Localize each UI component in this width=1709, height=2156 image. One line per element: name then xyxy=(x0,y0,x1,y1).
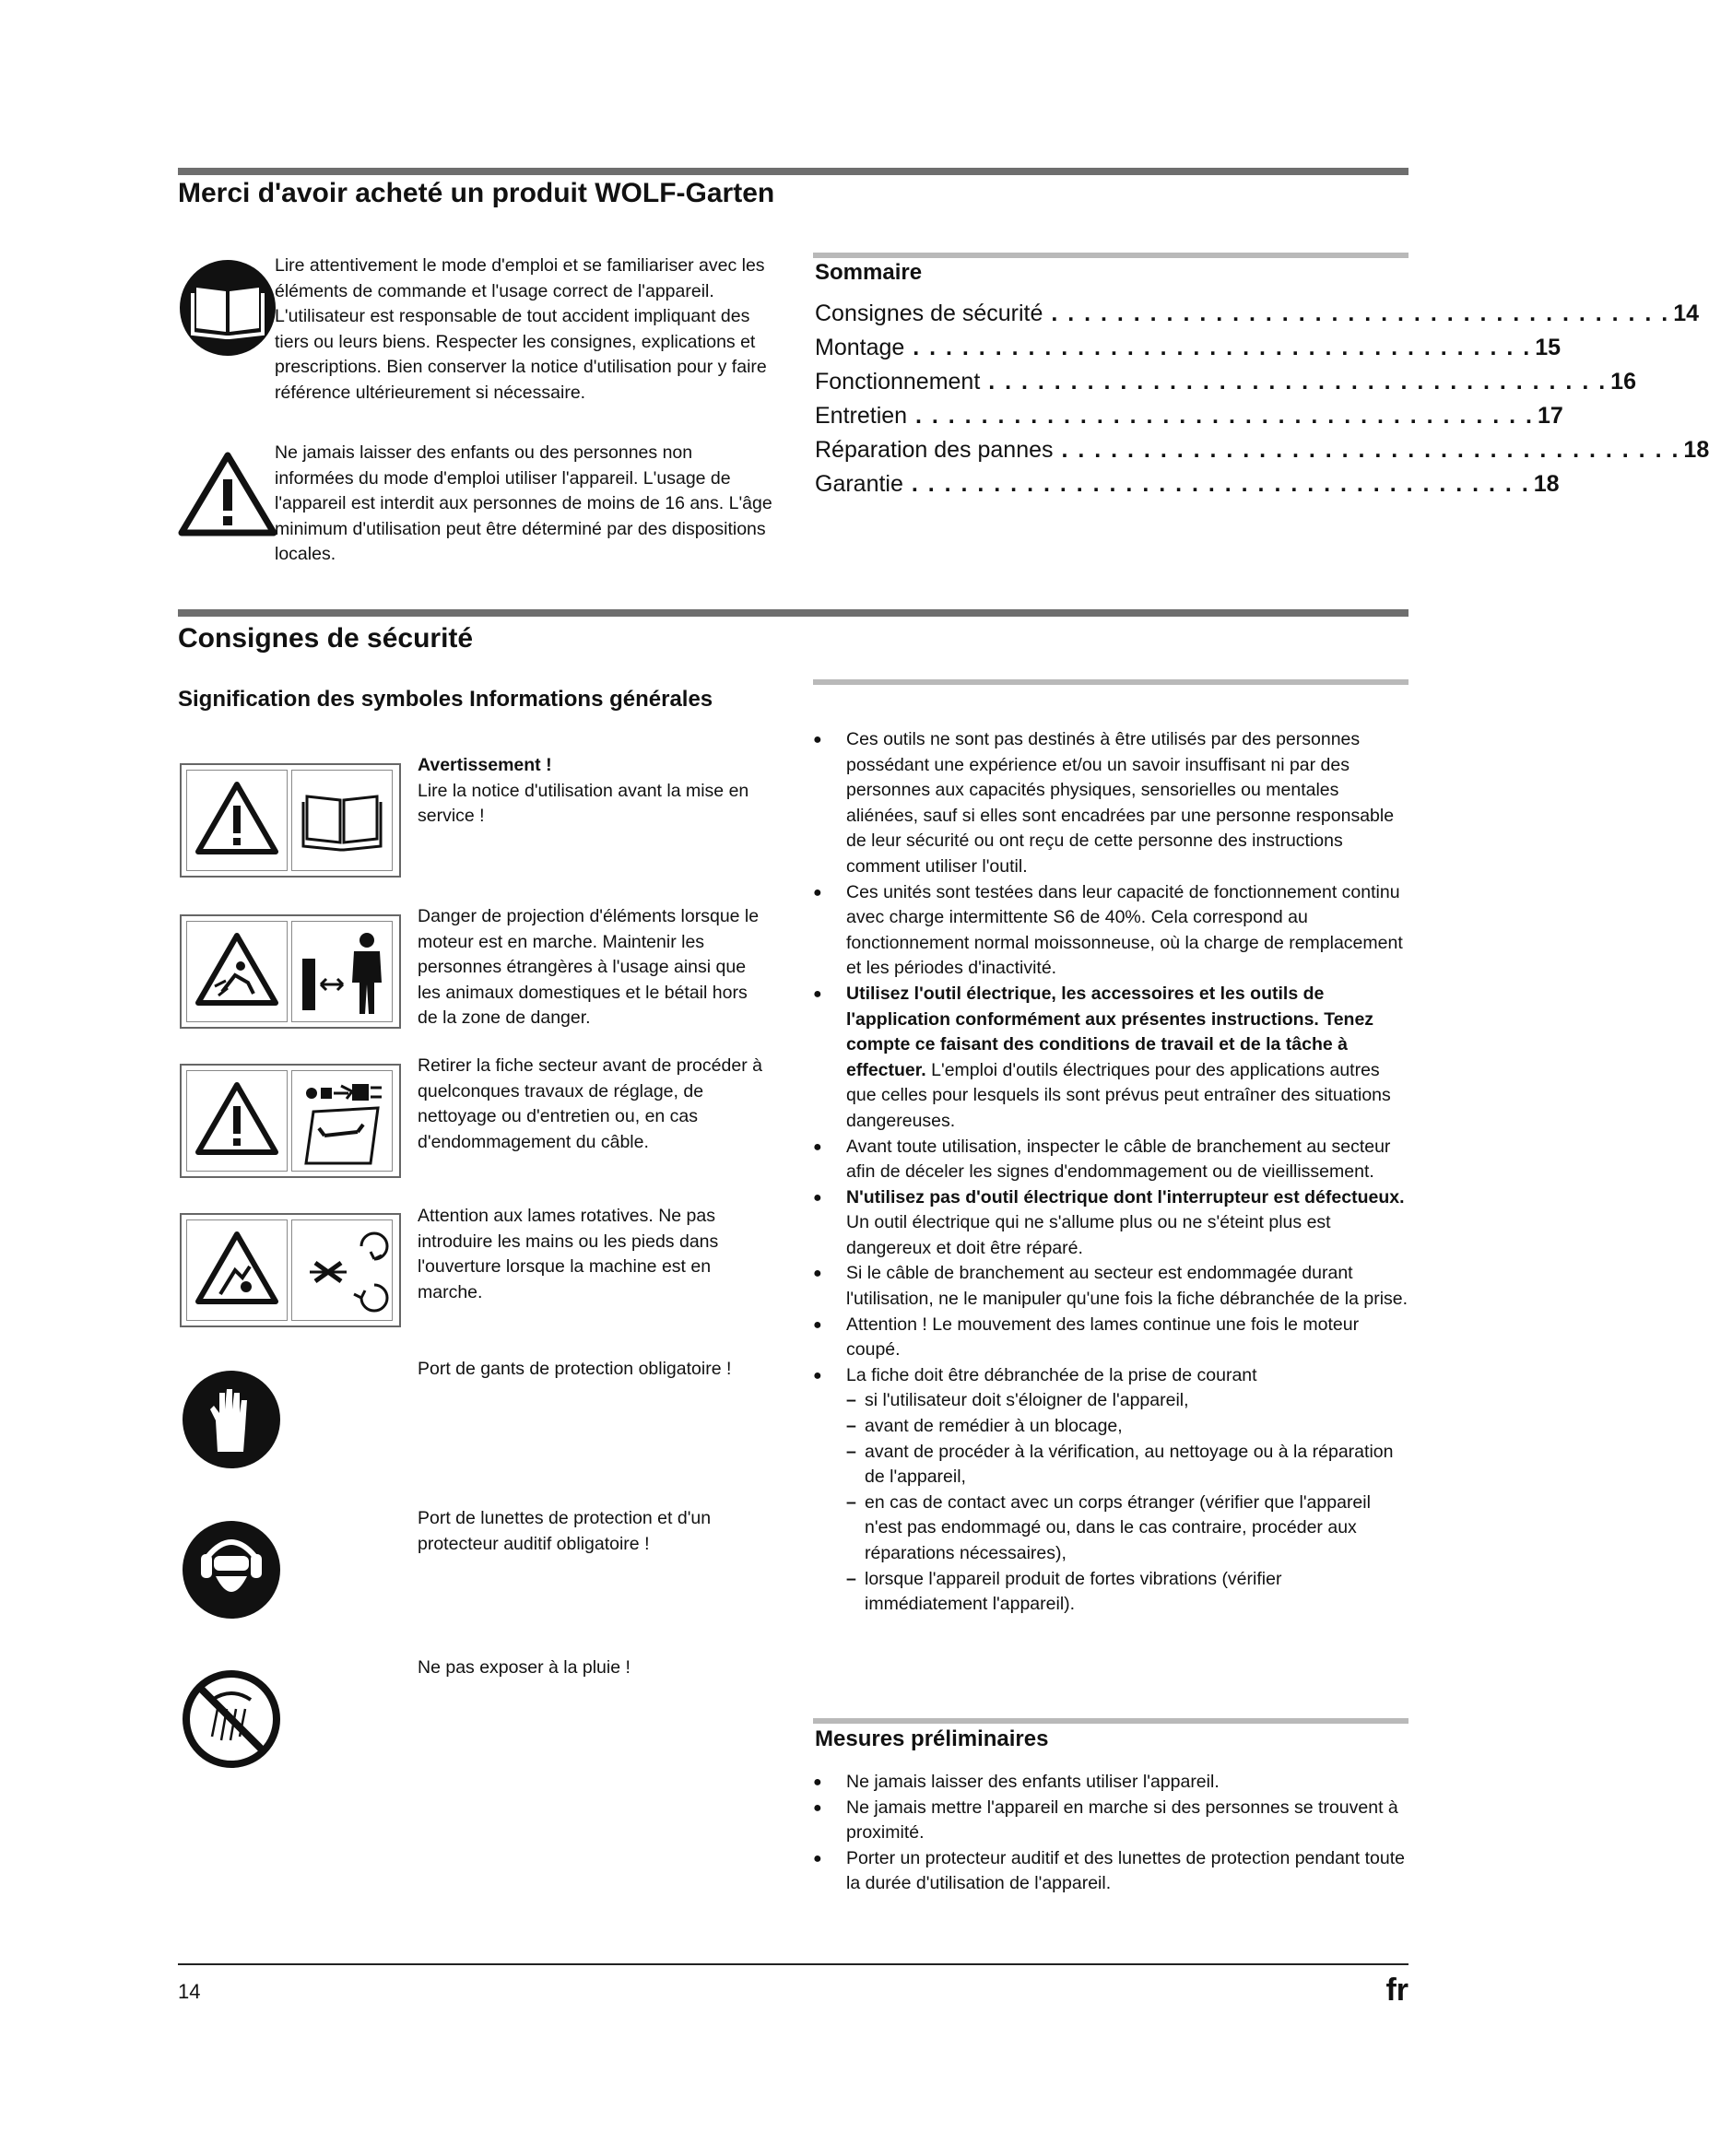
list-item: ● Ces outils ne sont pas destinés à être utilisés par des personnes possédant une expérience et/ou un savoir insuffisant ni par des personnes aux capacités physiques, sensorielles ou mentales aliénées, sauf si elles sont encadrées par une personne responsable de leur sécurité ou ont reçu de cette personne des instructions comment utiliser l'outil. xyxy=(813,727,1408,880)
list-item: ● Ces unités sont testées dans leur capacité de fonctionnement continu avec charge intermittente S6 de 40%. Cela correspond au fonctionnement normal moissonneuse, où la charge de remplacement et les périodes d'inactivité. xyxy=(813,880,1408,982)
prelim-list xyxy=(813,1770,1408,1897)
language-code: fr xyxy=(1385,1973,1408,2008)
prelim-rule xyxy=(813,1718,1408,1724)
symbol-5-text: Port de gants de protection obligatoire ! xyxy=(418,1359,732,1379)
sommaire-title: Sommaire xyxy=(815,260,923,285)
list-item: ● La fiche doit être débranchée de la prise de courant – si l'utilisateur doit s'éloigner de l'appareil, – avant de remédier à un blocage, – avant de procéder à la vérification, au nettoyage ou à la réparation de l'appareil, – en cas de contact avec un corps étranger (vérifier que l'appareil n'est pas endommagé ou, dans le cas contraire, procéder aux réparations nécessaires), – lorsque l'appareil produit de fortes vibrations (vérifier immédiatement l'appareil). xyxy=(813,1363,1408,1618)
symbol-projection xyxy=(180,914,401,1029)
sub-list-item: – si l'utilisateur doit s'éloigner de l'appareil, xyxy=(846,1388,1408,1414)
symbol-1-text: Avertissement ! Lire la notice d'utilisation avant la mise en service ! xyxy=(418,755,749,827)
keep-distance-icon xyxy=(297,927,393,1019)
symbol-4-text: Attention aux lames rotatives. Ne pas introduire les mains ou les pieds dans l'ouverture lorsque la machine est en marche. xyxy=(418,1206,719,1302)
blade-warning-icon xyxy=(194,1230,279,1307)
toc-item[interactable]: Garantie . . . . . . . . . . . . . . . . . . . . . . . . . . . . . . . . . . . . . . 18 xyxy=(815,471,1560,497)
table-of-contents xyxy=(815,300,1709,505)
general-rule xyxy=(813,679,1408,685)
list-item: ● Ne jamais mettre l'appareil en marche si des personnes se trouvent à proximité. xyxy=(813,1796,1408,1846)
sub-list-item: – en cas de contact avec un corps étranger (vérifier que l'appareil n'est pas endommagé ou, dans le cas contraire, procéder aux réparations nécessaires), xyxy=(846,1490,1408,1567)
warning-triangle-icon xyxy=(194,780,279,857)
list-item: ● Utilisez l'outil électrique, les accessoires et les outils de l'application conformément aux présentes instructions. Tenez compte ce faisant des conditions de travail et de la tâche à effectuer. L'emploi d'outils électriques pour des applications autres que celles pour lesquels ils sont prévus peut entraîner des situations dangereuses. xyxy=(813,982,1408,1135)
prelim-title: Mesures préliminaires xyxy=(815,1726,1049,1751)
safety-title: Consignes de sécurité xyxy=(178,623,474,654)
toc-item[interactable]: Fonctionnement . . . . . . . . . . . . . . . . . . . . . . . . . . . . . . . . . . . . . . 16 xyxy=(815,369,1636,395)
page-title: Merci d'avoir acheté un produit WOLF-Garten xyxy=(178,178,775,208)
warning-triangle-icon xyxy=(194,1080,279,1158)
symbol-rotating-blades xyxy=(180,1213,401,1327)
symbols-title: Signification des symboles Informations générales xyxy=(178,687,713,712)
sub-list-item: – avant de remédier à un blocage, xyxy=(846,1414,1408,1440)
toc-item[interactable]: Consignes de sécurité . . . . . . . . . . . . . . . . . . . . . . . . . . . . . . . . . . . . . . 14 xyxy=(815,300,1700,326)
list-item: ● Attention ! Le mouvement des lames continue une fois le moteur coupé. xyxy=(813,1313,1408,1363)
goggles-ear-protection-icon xyxy=(181,1519,282,1620)
page-number: 14 xyxy=(178,1980,201,2003)
gloves-icon xyxy=(181,1369,282,1470)
sub-list-item: – lorsque l'appareil produit de fortes vibrations (vérifier immédiatement l'appareil). xyxy=(846,1567,1408,1618)
symbol-6-text: Port de lunettes de protection et d'un protecteur auditif obligatoire ! xyxy=(418,1508,712,1554)
book-icon xyxy=(300,785,384,852)
no-rain-icon xyxy=(181,1668,282,1770)
list-item: ● Ne jamais laisser des enfants utiliser l'appareil. xyxy=(813,1770,1408,1796)
symbol-warning-manual xyxy=(180,763,401,878)
header-rule xyxy=(178,168,1408,175)
toc-item[interactable]: Réparation des pannes . . . . . . . . . . . . . . . . . . . . . . . . . . . . . . . . . . . . . . 18 xyxy=(815,437,1709,463)
list-item: ● Porter un protecteur auditif et des lunettes de protection pendant toute la durée d'utilisation de l'appareil. xyxy=(813,1846,1408,1897)
list-item: ● N'utilisez pas d'outil électrique dont l'interrupteur est défectueux. Un outil électrique qui ne s'allume plus ou ne s'éteint plus est dangereux et doit être réparé. xyxy=(813,1185,1408,1262)
symbol-7-text: Ne pas exposer à la pluie ! xyxy=(418,1657,631,1678)
warning-triangle-icon xyxy=(178,450,277,538)
toc-item[interactable]: Entretien . . . . . . . . . . . . . . . . . . . . . . . . . . . . . . . . . . . . . . 17 xyxy=(815,403,1563,429)
toc-item[interactable]: Montage . . . . . . . . . . . . . . . . . . . . . . . . . . . . . . . . . . . . . . 15 xyxy=(815,335,1561,360)
footer-rule xyxy=(178,1963,1408,1965)
intro-children-warning-text: Ne jamais laisser des enfants ou des personnes non informées du mode d'emploi utiliser l'appareil. L'usage de l'appareil est interdit aux personnes de moins de 16 ans. L'âge minimum d'utilisation peut être déterminé par des dispositions locales. xyxy=(275,442,772,565)
symbol-3-text: Retirer la fiche secteur avant de procéder à quelconques travaux de réglage, de nettoyage ou d'entretien ou, en cas d'endommagement du câble. xyxy=(418,1055,762,1152)
sommaire-rule xyxy=(813,253,1408,258)
read-manual-icon xyxy=(178,258,277,358)
symbol-unplug xyxy=(180,1064,401,1178)
list-item: ● Si le câble de branchement au secteur est endommagée durant l'utilisation, ne le manipuler qu'une fois la fiche débranchée de la prise. xyxy=(813,1261,1408,1312)
safety-rule xyxy=(178,609,1408,617)
sub-list-item: – avant de procéder à la vérification, au nettoyage ou à la réparation de l'appareil, xyxy=(846,1440,1408,1490)
symbol-2-text: Danger de projection d'éléments lorsque le moteur est en marche. Maintenir les personnes étrangères à l'usage ainsi que les animaux domestiques et le bétail hors de la zone de danger. xyxy=(418,906,760,1029)
list-item: ● Avant toute utilisation, inspecter le câble de branchement au secteur afin de déceler les signes d'endommagement ou de vieillissement. xyxy=(813,1135,1408,1185)
projection-warning-icon xyxy=(194,931,279,1008)
rotating-blades-icon xyxy=(297,1226,393,1318)
intro-read-manual-text: Lire attentivement le mode d'emploi et se familiariser avec les éléments de commande et l'usage correct de l'appareil. L'utilisateur est responsable de tout accident impliquant des tiers ou leurs biens. Respecter les consignes, explications et prescriptions. Bien conserver la notice d'utilisation pour y faire référence ultérieurement si nécessaire. xyxy=(275,255,767,403)
general-info-list xyxy=(813,727,1408,1618)
unplug-maintenance-icon xyxy=(297,1078,393,1167)
